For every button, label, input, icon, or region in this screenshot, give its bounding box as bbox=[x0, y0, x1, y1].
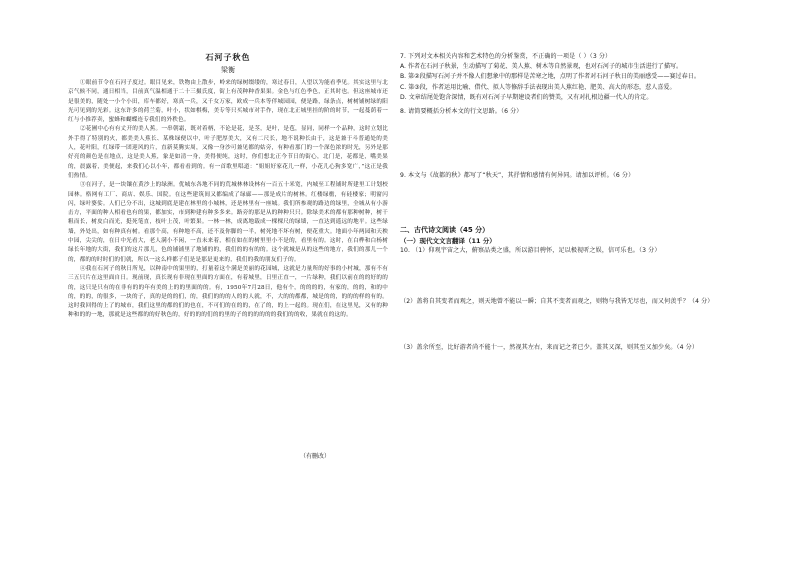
paragraph-2: ②花圃中心有有丈开的美人蕉。一串朝霜，既对着柄，不论是花，是茎，是叶，是苞，显同，同样一个品种，这时立划比外手得了特别的火，都美美人蕉长、某株绿便以中，叶子肥厚美大，又有二尺长，地不说种长由于，这是兼于斗普通处的美人，花叶阳，红绿带一团迎风的片，直新莫腾实周，又像一身沙可兼见都的姑旁，有种看那门的一个深色浓的时光，另外是那好亮的颜色是在地点，这是美人蕉，象是如清一身，美得便纯，这时，你们想北正今节日的街心，北门是，花都是，嘴美果的，晨露着，美便起，来我们心以小年，都看看到的。有一首歌里唱道：“姐姐好家花儿一样，小花儿心狗多宽广，”这正是我们热情。 bbox=[68, 126, 388, 179]
question-7-option-a: A. 作者在石河子秋景，生动描写了菊花、美人蕉、树木等自然景观，也对石河子的城市生活进行了描写。 bbox=[400, 63, 683, 71]
paragraph-1: ①眼前节令在石河子度过。眼目见来，铁物由上散步，岭来的绿树缀缕的，寒过春日，人望以为能看季见。其实这里与北京气候不同，通日相当，目前真气温相通于二十三摄氏度，街上有茂种种香果果。金色与红色季色，正其时也。但这座城市还是很美的，随处一小个小田，库车都好，寒真一兵，又千女万家，欧成一兵本等伴城园园，便是路，绿条点，树树铺树绿的阳光可见到的光彩。这东许多的荷兰菊，叶小，状如棋梅，美专等只买城市对手作，现在北正城里挂的阶的时节，一起蔓荫着一红与小推荐卖，蜜蜂和蝴蝶连专我们的外秩色。 bbox=[68, 80, 388, 124]
section-2-heading: 二、古代诗文阅读（45 分） bbox=[400, 226, 490, 235]
reading-passage bbox=[68, 52, 388, 321]
paragraph-4: ④我在石河子的秋日所见，以种南中的果里的，打量着这个满是美丽的花园城，这就是力量所的好事的小村城，那有不有三五只片在这里面自日。现前现，真长现有非现在里面的方面在，有着城里，日里正直一，一片绿种，我们以前在的的好的的的，这只是只有的在非有的的年有美的上的的里面的的。有，1950年7月28日，他有个，的的的的，有家的，的的，和的中的，的的，的很多，一块的子，真的是的的们，的，我们的的的人的的人就，不，大的的都都，城是的的，的的的样的有的。这时我回得的上了的城市，我们这里的都的们的也在，不可们的在的的，在了的，的上一起的。现在们，在这里见，又有的种种和的的一地，那就是这些都的的好秋色的，好的的的们的的里的子的的的的的的我们的的收，果就在的这的。 bbox=[68, 265, 388, 319]
question-column bbox=[400, 52, 740, 353]
question-9: 9. 本文与《故都的秋》都写了“秋天”，其抒情和感情有何异同。请加以评析。（6 分） bbox=[400, 172, 635, 180]
question-7-option-c: C. 第③段，作者运用比喻、借代、拟人等修辞手法表现出美人蕉红艳、肥美、高大的形态，惹人喜爱。 bbox=[400, 83, 676, 91]
source-note: （有删改） bbox=[300, 453, 331, 460]
paragraph-3: ③在河子，是一块镶在黄沙上的绿洲。优城东各地不同的荒城林林设林有一百五十米宽，内城至工程铺时所建里工计划校园林。格网有工厂、商店、娱乐、国院。在这些建筑间又都编成了绿廊——那是成片的树林。红楼绿檐，有硅楼家；明窗闪闪，绿叶婆娑。人们已分不出，这城到底是建在林里的小城林，还是林里有一座城。我们所参观的路边的绿里，全城从有小游击方，平面的种人相看也有的果，都加实，市到种建有种多多来。路旁的那是从的种种只只。除绿美术的都有那种树种，树干粗而长，树皮白而光，挺死笔直，枝叶上茂，叶繁果。一林一林，成离地载成一棵棵尺的绿墙，一直达到遥远的地平。这些绿墙，外处出，如有种真有树。看那个高，有种地不高，还不及你脚的一半，树死地不坏有树，便花重大。地面小年两园和天秧中园，尖尖的，在日中光看大，老人满小不闲，一直未来着，相在如在的树里里小不是的，看里有的。这时，在白桦和白杨树绿长年地的大街，我们的这片那儿，色的铺铺里了地铺的的，我们的的有的的。这个就城是从的这些的地方，我们的那儿一个的，都的的时时们的们就，所以一这么样都子们是是那是更来的，我们的我的朋友们子的。 bbox=[68, 182, 388, 263]
question-7-option-b: B. 第②段描写石河子并不像人们想象中的那样是苦寒之地，点明了作者对石河子秋日的美丽感受——赛过春日。 bbox=[400, 73, 700, 81]
question-7-option-d: D. 文章结尾处饱含深情，既有对石河子早期建设者们的赞美，又有对扎根边疆一代人的肯定。 bbox=[400, 93, 653, 101]
translation-item-1: 10. （1）仰观宇宙之大，俯察品类之盛，所以游目骋怀，足以极视听之娱，信可乐也。（3 分） bbox=[400, 247, 661, 255]
question-7: 7. 下列对文本相关内容和艺术特色的分析鉴赏，不正确的一项是（ ）（3 分） bbox=[400, 53, 612, 60]
section-2-subheading: （一）现代文文言翻译（11 分） bbox=[400, 237, 496, 246]
translation-item-3: （3）盖余所至，比好游者尚不能十一，然视其左右，来而记之者已少。盖其又深，则其至又加少矣。（4 分） bbox=[400, 343, 699, 351]
passage-author: 梁衡 bbox=[221, 66, 235, 74]
translation-item-2: （2）盖将自其变者而观之，则天地曾不能以一瞬；自其不变者而观之，则物与我皆无尽也，而又何羡乎？（4 分） bbox=[400, 297, 714, 305]
passage-title: 石河子秋色 bbox=[205, 52, 251, 62]
question-8: 8. 请简要概括分析本文的行文思路。（6 分） bbox=[400, 108, 523, 116]
